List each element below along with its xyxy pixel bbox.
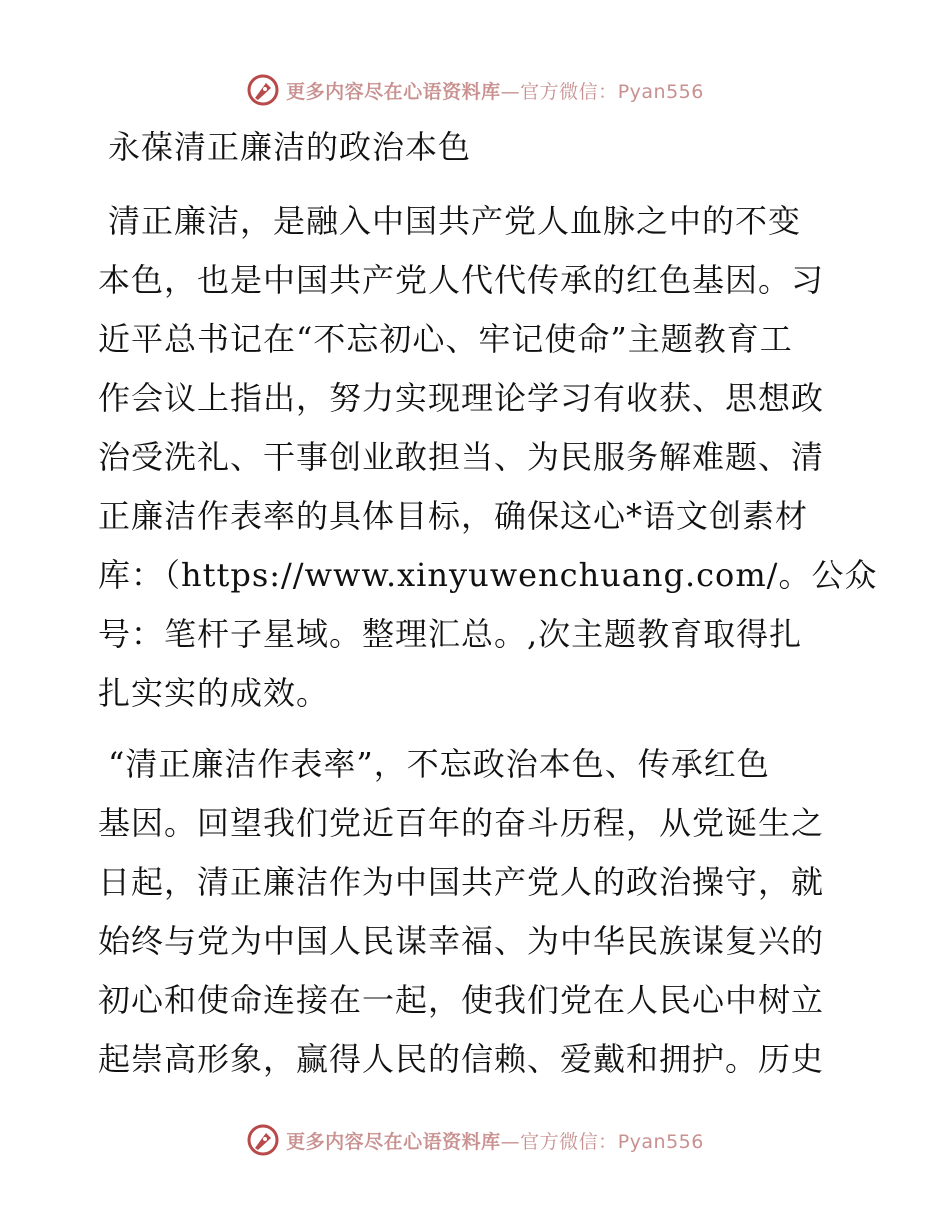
paragraph-line: 近平总书记在“不忘初心、牢记使命”主题教育工 (98, 320, 793, 358)
footer-banner-separator: —官方微信： (500, 1130, 618, 1153)
header-banner-text (286, 77, 704, 104)
footer-banner-text (286, 1127, 704, 1154)
footer-banner (0, 1120, 950, 1160)
paragraph-line: 初心和使命连接在一起，使我们党在人民心中树立 (98, 981, 825, 1019)
pen-nib-logo-icon (246, 1123, 280, 1157)
paragraph-line: 扎实实的成效。 (98, 674, 330, 712)
paragraph-line: 正廉洁作表率的具体目标，确保这心*语文创素材 (98, 497, 809, 535)
header-banner (0, 70, 950, 110)
paragraph-line: 作会议上指出，努力实现理论学习有收获、思想政 (98, 379, 825, 417)
paragraph-line: 本色，也是中国共产党人代代传承的红色基因。习 (98, 261, 825, 299)
document-title: 永葆清正廉洁的政治本色 (108, 128, 472, 166)
paragraph-line: 起崇高形象，赢得人民的信赖、爱戴和拥护。历史 (98, 1040, 825, 1078)
footer-banner-handle: Pyan556 (617, 1130, 704, 1153)
paragraph-line: 清正廉洁，是融入中国共产党人血脉之中的不变 (108, 202, 802, 240)
paragraph-line: 库：（https://www.xinyuwenchuang.com/。公众 (98, 556, 878, 594)
paragraph-line: 号：笔杆子星域。整理汇总。,次主题教育取得扎 (98, 615, 803, 653)
footer-banner-main: 更多内容尽在心语资料库 (286, 1130, 501, 1153)
paragraph-line: 基因。回望我们党近百年的奋斗历程，从党诞生之 (98, 804, 825, 842)
header-banner-handle: Pyan556 (617, 80, 704, 103)
paragraph-line: 治受洗礼、干事创业敢担当、为民服务解难题、清 (98, 438, 825, 476)
paragraph-2 (98, 735, 850, 1089)
paragraph-line: “清正廉洁作表率”，不忘政治本色、传承红色 (108, 745, 770, 783)
paragraph-line: 始终与党为中国人民谋幸福、为中华民族谋复兴的 (98, 922, 825, 960)
header-banner-main: 更多内容尽在心语资料库 (286, 80, 501, 103)
paragraph-1 (98, 192, 878, 723)
paragraph-line: 日起，清正廉洁作为中国共产党人的政治操守，就 (98, 863, 825, 901)
header-banner-separator: —官方微信： (500, 80, 618, 103)
pen-nib-logo-icon (246, 73, 280, 107)
